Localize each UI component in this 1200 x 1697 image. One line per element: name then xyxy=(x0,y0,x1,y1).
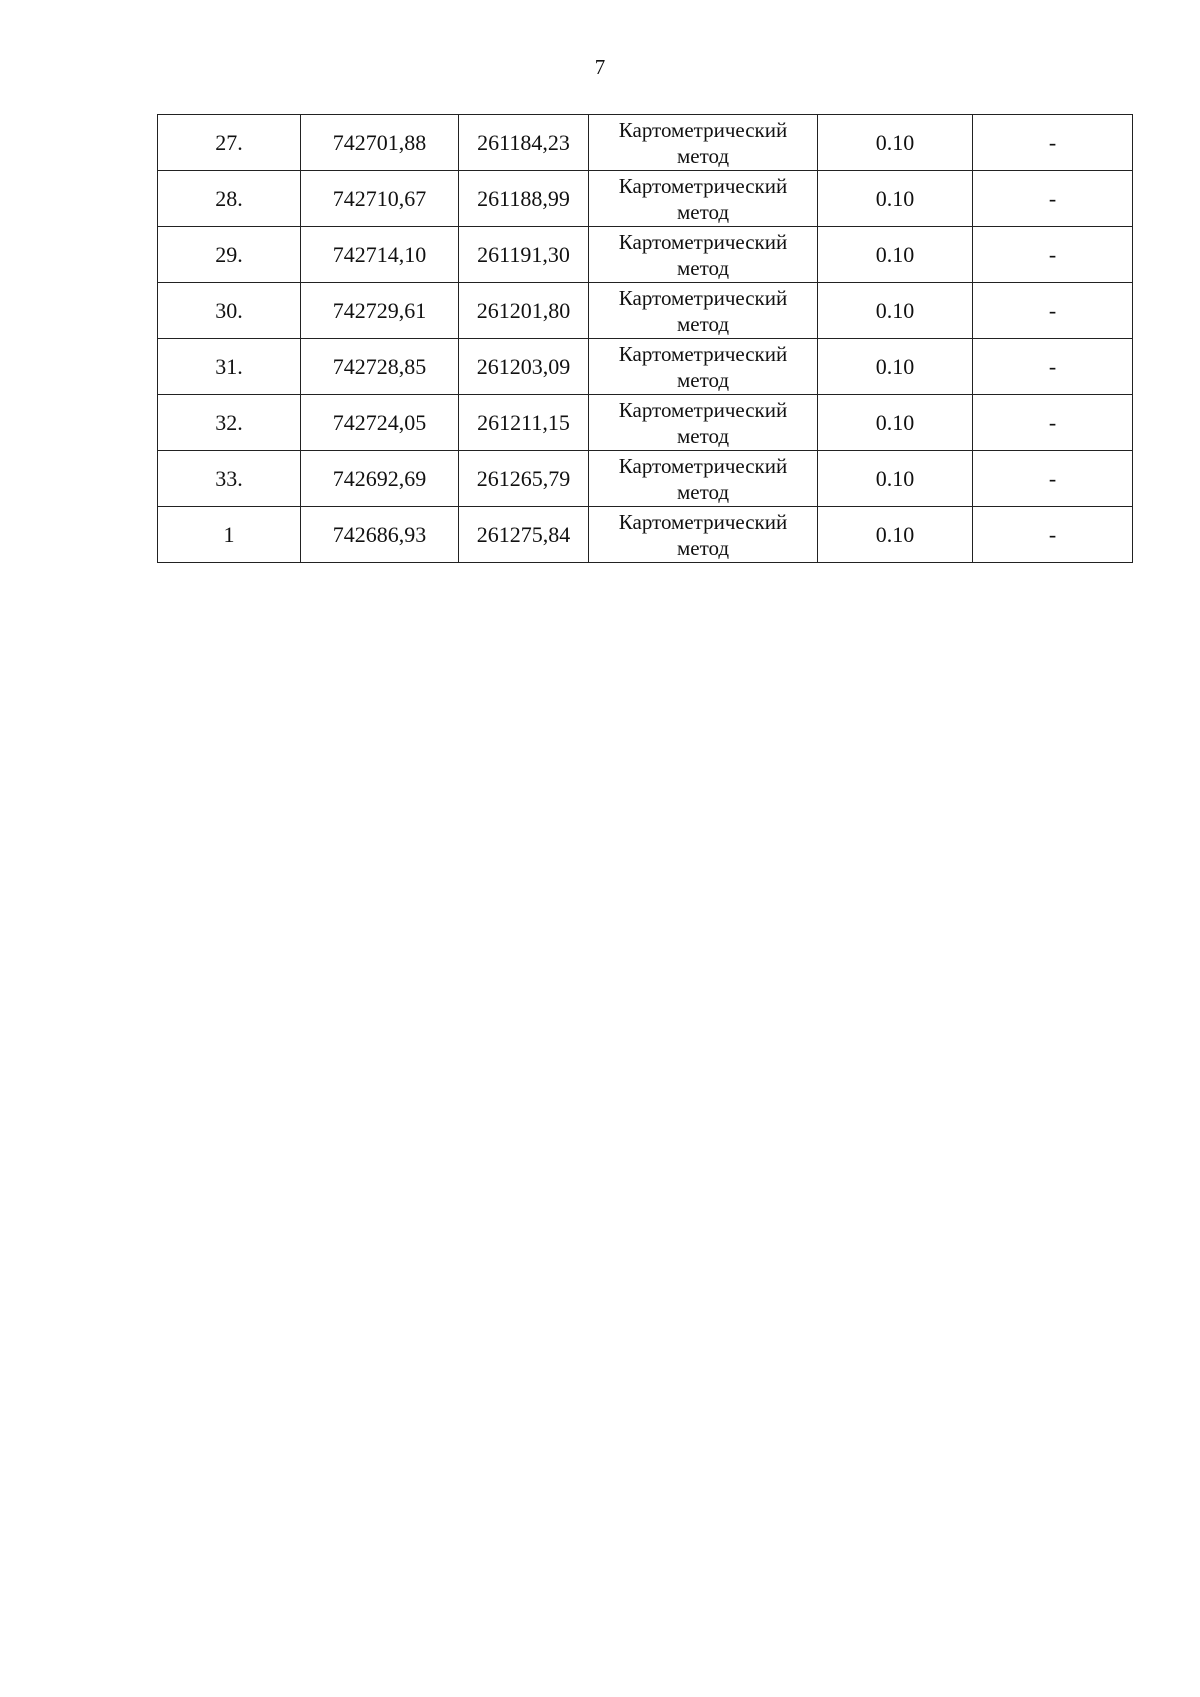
method-cell xyxy=(589,171,818,227)
method-line1: Картометрический xyxy=(618,117,788,142)
accuracy-cell: 0.10 xyxy=(818,339,973,395)
point-number-cell: 33. xyxy=(158,451,301,507)
point-number-cell: 32. xyxy=(158,395,301,451)
table-row xyxy=(158,171,1133,227)
table-row xyxy=(158,395,1133,451)
method-cell xyxy=(589,227,818,283)
method-line2: метод xyxy=(676,255,730,280)
method-line2: метод xyxy=(676,143,730,168)
y-coordinate-cell: 261211,15 xyxy=(459,395,589,451)
x-coordinate-cell: 742728,85 xyxy=(301,339,459,395)
method-cell xyxy=(589,339,818,395)
x-coordinate-cell: 742686,93 xyxy=(301,507,459,563)
method-cell xyxy=(589,451,818,507)
point-number-cell: 27. xyxy=(158,115,301,171)
point-number-cell: 31. xyxy=(158,339,301,395)
method-cell xyxy=(589,283,818,339)
point-number-cell: 28. xyxy=(158,171,301,227)
method-line1: Картометрический xyxy=(618,509,788,534)
x-coordinate-cell: 742710,67 xyxy=(301,171,459,227)
description-cell: - xyxy=(973,115,1133,171)
table-row xyxy=(158,115,1133,171)
accuracy-cell: 0.10 xyxy=(818,507,973,563)
point-number-cell: 29. xyxy=(158,227,301,283)
table-row xyxy=(158,451,1133,507)
x-coordinate-cell: 742692,69 xyxy=(301,451,459,507)
method-cell xyxy=(589,507,818,563)
accuracy-cell: 0.10 xyxy=(818,115,973,171)
description-cell: - xyxy=(973,283,1133,339)
method-cell xyxy=(589,115,818,171)
method-line1: Картометрический xyxy=(618,453,788,478)
method-line1: Картометрический xyxy=(618,229,788,254)
page-number: 7 xyxy=(594,55,606,79)
x-coordinate-cell: 742714,10 xyxy=(301,227,459,283)
method-line2: метод xyxy=(676,423,730,448)
accuracy-cell: 0.10 xyxy=(818,451,973,507)
point-number-cell: 30. xyxy=(158,283,301,339)
accuracy-cell: 0.10 xyxy=(818,283,973,339)
accuracy-cell: 0.10 xyxy=(818,227,973,283)
method-line1: Картометрический xyxy=(618,173,788,198)
method-line2: метод xyxy=(676,535,730,560)
method-line2: метод xyxy=(676,199,730,224)
table-row xyxy=(158,227,1133,283)
description-cell: - xyxy=(973,395,1133,451)
point-number-cell: 1 xyxy=(158,507,301,563)
y-coordinate-cell: 261191,30 xyxy=(459,227,589,283)
coordinates-table xyxy=(157,114,1133,563)
method-line1: Картометрический xyxy=(618,341,788,366)
description-cell: - xyxy=(973,451,1133,507)
x-coordinate-cell: 742729,61 xyxy=(301,283,459,339)
table-row xyxy=(158,283,1133,339)
y-coordinate-cell: 261275,84 xyxy=(459,507,589,563)
method-cell xyxy=(589,395,818,451)
y-coordinate-cell: 261188,99 xyxy=(459,171,589,227)
description-cell: - xyxy=(973,507,1133,563)
table-row xyxy=(158,507,1133,563)
x-coordinate-cell: 742724,05 xyxy=(301,395,459,451)
method-line1: Картометрический xyxy=(618,397,788,422)
y-coordinate-cell: 261203,09 xyxy=(459,339,589,395)
y-coordinate-cell: 261184,23 xyxy=(459,115,589,171)
description-cell: - xyxy=(973,171,1133,227)
method-line1: Картометрический xyxy=(618,285,788,310)
method-line2: метод xyxy=(676,479,730,504)
description-cell: - xyxy=(973,339,1133,395)
method-line2: метод xyxy=(676,311,730,336)
description-cell: - xyxy=(973,227,1133,283)
y-coordinate-cell: 261201,80 xyxy=(459,283,589,339)
y-coordinate-cell: 261265,79 xyxy=(459,451,589,507)
accuracy-cell: 0.10 xyxy=(818,395,973,451)
x-coordinate-cell: 742701,88 xyxy=(301,115,459,171)
accuracy-cell: 0.10 xyxy=(818,171,973,227)
table-row xyxy=(158,339,1133,395)
method-line2: метод xyxy=(676,367,730,392)
